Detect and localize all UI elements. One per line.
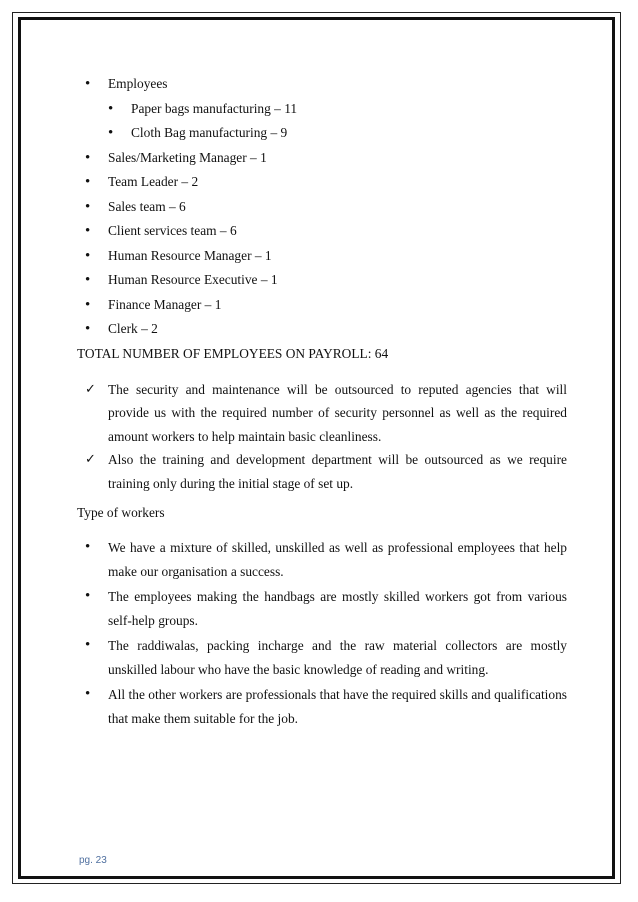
list-item: • Sales/Marketing Manager – 1 xyxy=(77,150,567,166)
list-item: • Team Leader – 2 xyxy=(77,174,567,190)
page-content xyxy=(77,76,567,732)
list-item: • We have a mixture of skilled, unskilled as well as professional employees that help make our organisation a success. xyxy=(77,536,567,583)
list-item: • Human Resource Manager – 1 xyxy=(77,248,567,264)
employees-label: Employees xyxy=(108,76,168,91)
page-number: pg. 23 xyxy=(79,855,107,866)
list-item: • Client services team – 6 xyxy=(77,223,567,239)
staff-list xyxy=(77,76,567,337)
sub-list-item: • Paper bags manufacturing – 11 xyxy=(108,101,567,117)
workers-heading: Type of workers xyxy=(77,505,165,520)
checklist-item: ✓ Also the training and development department will be outsourced as we require training only during the initial stage of set up. xyxy=(77,448,567,495)
workers-list xyxy=(77,536,567,730)
checklist-item: ✓ The security and maintenance will be outsourced to reputed agencies that will provide us with the required number of security personnel as well as the required amount workers to help maintain basic cleanliness. xyxy=(77,378,567,449)
list-item: • Clerk – 2 xyxy=(77,321,567,337)
sub-list-item: • Cloth Bag manufacturing – 9 xyxy=(108,125,567,141)
list-item: • The employees making the handbags are mostly skilled workers got from various self-help groups. xyxy=(77,585,567,632)
list-item: • The raddiwalas, packing incharge and the raw material collectors are mostly unskilled labour who have the basic knowledge of reading and writing. xyxy=(77,634,567,681)
employees-sub-list xyxy=(108,101,567,142)
list-item: • Finance Manager – 1 xyxy=(77,297,567,313)
outsourcing-checklist xyxy=(77,378,567,496)
total-employees-line: TOTAL NUMBER OF EMPLOYEES ON PAYROLL: 64 xyxy=(77,345,389,361)
list-item: • Sales team – 6 xyxy=(77,199,567,215)
list-item-employees xyxy=(77,76,567,141)
list-item: • All the other workers are professionals that have the required skills and qualifications that make them suitable for the job. xyxy=(77,683,567,730)
list-item: • Human Resource Executive – 1 xyxy=(77,272,567,288)
